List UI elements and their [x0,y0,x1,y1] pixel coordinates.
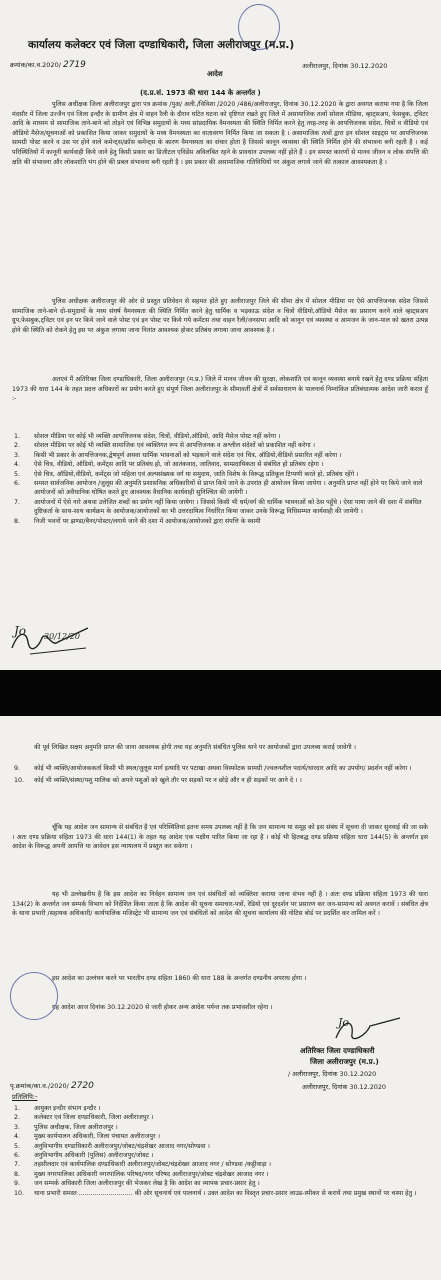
copies-list [14,1104,429,1198]
list-item: 7. तहसीलदार एवं कार्यपालिक दण्डाधिकारी अलीराजपुर/जोबट/चंद्रशेखर आजाद नगर / सोण्डवा /कट्ठीवाड़ा । [14,1161,272,1169]
signatory-title: अतिरिक्त जिला दण्डाधिकारी [300,1046,375,1055]
order-points-list-continued [14,764,429,786]
reference-number [10,60,86,70]
list-item: 9. कोई भी व्यक्ति/आयोजककर्ता किसी भी स्थल/जुलूस मार्ग इत्यादि पर पटाखा अथवा विस्फोटक सामग्री /ज्वलनशील पदार्थ/धारदार आदि का उपयोग/ प्रदर्शन नहीं करेगा । [14,765,412,772]
order-points-list [14,432,429,526]
list-item: 6. समस्त सार्वजनिक आयोजन /जुलूस की अनुमति प्रशासनिक अधिकारियों से प्राप्त किये जाने के उपरांत ही आयोजन किया जायेगा । अनुमति प्राप्त नहीं होने पर किये जाने वाले आयोजनों को अवैधानिक घोषित करते हुए आवश्यक वैधानिक कार्यवाही सुनिश्चित की जायेगी । [14,480,423,497]
list-item: 5. ऐसे चित्र, ऑडियो,वीडियो, कमेंट्स जो महिला एवं अल्पसंख्यक वर्ग या समुदाय, जाति विशेष के विरूद्ध प्रतिकूल टिप्पणी करते हो, प्रतिबंध रहेंगे । [14,470,359,478]
office-seal-stamp-2 [10,972,58,1020]
list-item: 10. थाना प्रभारी समस्त ........................... की ओर सूचनार्थ एवं पालनार्थ । उक्त आदेश का विस्तृत प्रचार-प्रसार लाउड-स्पीकर से करायें तथा प्रमुख स्थानों पर चस्पा हेतु । [14,1189,417,1197]
reference-number-text: क्रमांक/का.व.2020/ [10,61,61,69]
paragraph-d: यह आदेश आज दिनांक 30.12.2020 से जारी होकर अन्य आदेश पर्यन्त तक प्रभावशील रहेगा । [52,1004,273,1011]
paragraph-3: अतएवं मैं अतिरिक्त जिला दण्डाधिकारी, जिला अलीराजपुर (म.प्र.) जिले में मानव जीवन की सुरक्षा, लोकशांति एवं कानून व्यवस्था बनाये रखने हेतु दण्ड प्रक्रिया संहिता 1973 की धारा 144 के तहत प्रदत्त अधिकारों का प्रयोग करते हुए संपूर्ण जिला अलीराजपुर के सीमावर्ती क्षेत्रों में सर्वसाधारण के पालनार्थ निम्नांकित प्रतिबंधात्मक आदेश जारी करता हूँ :- [12,376,428,403]
endorsement-place-date: अलीराजपुर, दिनांक 30.12.2020 [302,1083,386,1091]
copy-to-label: प्रतिलिपि:- [12,1093,38,1101]
reference-number-handwritten: 2719 [62,60,86,70]
list-item: 2. कलेक्टर एवं जिला दण्डाधिकारी, जिला अलीराजपुर । [14,1114,154,1122]
list-item: 8. मुख्य नगरपालिका अधिकारी नगरपालिक परिषद/नगर परिषद अलीराजपुर/जोबट चंद्रशेखर आजाद नगर । [14,1170,269,1178]
paragraph-b: यह भी उल्लेखनीय है कि इस आदेश का निर्वहन सामान्य जन एवं संबंधितों को व्यक्तिशः कराया जाना संभव नहीं है । अतः दण्ड प्रक्रिया संहिता 1973 की धारा 134(2) के अन्तर्गत जन सम्पर्क विभाग को निर्देशित किया जाता है कि आदेश की सूचना समाचार-पत्रों, रेडियो एवं दूरदर्शन पर प्रसारण कर जन-सामान्य को अवगत करावें । संबंधित क्षेत्र के थाना प्रभारी /सहायक अधिकारी/ कार्यपालिक मजिस्ट्रेट भी सामान्य जन एवं संबंधितों को आदेश की सूचना कार्यालय की नोटिस बोर्ड पर प्रदर्शित कर तामिल करें । [12,891,428,918]
signature-handwritten [330,1012,420,1048]
list-item: 6. अनुविभागीय अधिकारी (पुलिस) अलीराजपुर/जोबट । [14,1152,154,1160]
paragraph-a: चूँकि यह आदेश जन सामान्य से संबंधित है एवं परिस्थितियां इतना समय उपलब्ध नहीं है कि जन सामान्य या समूह को इस संबंध में सूचना दी जाकर सुनवाई की जा सके । अतः दण्ड प्रक्रिया संहिता 1973 की धारा 144(1) के तहत यह आदेश एक पक्षीय पारित किया जा रहा है । कोई भी हितबद्ध दण्ड प्रक्रिया संहिता धारा 144(5) के अन्तर्गत इस आदेश के विरूद्ध अपनी आपत्ति या आवेदन इस न्यायालय में प्रस्तुत कर सकेगा । [12,824,428,851]
list-item: 2. सोशल मीडिया पर कोई भी व्यक्ति सामाजिक एवं व्यक्तिगत रूप से आपत्तिजनक व अश्लील संदेशों को प्रकाशित नहीं करेगा । [14,442,316,450]
place-date: अलीराजपुर, दिनांक 30.12.2020 [302,62,388,70]
list-item: 3. पुलिस अधीक्षक, जिला अलीराजपुर । [14,1123,118,1131]
continued-text: की पूर्व लिखित सक्षम अनुमति प्राप्त की जाना आवश्यक होगी तथा यह अनुमति संबंधित पुलिस थाने पर आयोजकों द्वारा उपलब्ध कराई जावेगी । [34,744,357,751]
endorsement-number-handwritten: 2720 [70,1081,94,1091]
list-item: 1. आयुक्त इन्दौर संभाग इन्दौर । [14,1105,101,1112]
initials-signature [8,618,98,662]
list-item: 4. ऐसे चित्र, वीडियो, ऑडियो, कमेंट्स आदि पर प्रतिबंध हो, जो आतंकवाद, जातिवाद, साम्प्रदायिकता से संबंधित हो प्रतिबंध रहेगा । [14,461,324,469]
office-title: कार्यालय कलेक्टर एवं जिला दण्डाधिकारी, जिला अलीराजपुर (म.प्र.) [28,39,295,51]
paragraph-2: पुलिस अधीक्षक अलीराजपुर की ओर से प्रस्तुत प्रतिवेदन से सहमत होते हुए अलीराजपुर जिले की सीमा क्षेत्र में सोशल मीडिया पर ऐसे आपत्तिजनक संदेश जिससे सामाजिक ताने-बाने दो-समुदायों के मध्य संघर्ष वैमनस्यता की स्थिति निर्मित करने हेतु धार्मिक व भड़काऊ संदेश व चित्रों वीडियो,ऑडियो मैसेज का प्रसारण करने वाले व्हाट्सअप ग्रुप,फेसबुक,ट्विटर एवं इन पर किये जाने वाले पोस्ट एवं इन पोस्ट पर किये गये कमेंटस तथा वाहन रैली/जनसभा आदि को कानून एवं व्यवस्था व आमजन के जान-माल को खतरा उत्पन्न होने की स्थिति को रोकने हेतु इस पर अंकुश लगाया जाना नितांत आवश्यक होकर प्रतिबंध लगाया जाना आवश्यक है । [12,298,428,334]
endorsement-number [10,1081,94,1091]
initials-text: Jo [14,624,27,638]
order-label: आदेश [207,70,223,78]
list-item: 9. जन सम्पर्क अधिकारी जिला अलीराजपुर की भेजकर लेख है कि आदेश का व्यापक प्रचार-प्रसार हेतु । [14,1180,260,1188]
list-item: 7. आयोजनों में ऐसे नारे अथवा उत्तेजित शब्दों का प्रयोग नहीं किया जायेगा । जिससे किसी भी धर्म/वर्ग की धार्मिक भावनाओं को ठेस पहुँचे । ऐसा पाया जाने की दशा में संबंधित दुष्टिकर्ता के साथ-साथ कार्यक्रम के आयोजक/आयोजकों का भी उत्तरदायित्व निर्धारित किया जाकर उनके विरूद्ध विधिसम्मत कार्यवाही की जायेगी । [14,498,422,516]
list-item: 3. किसी भी प्रकार के आपत्तिजनक,द्वेषपूर्ण अथवा धार्मिक भावनाओं को भड़काने वाले संदेश एवं चित्र, ऑडियो,वीडियो प्रसारित नहीं करेगा । [14,451,342,459]
list-item: 4. मुख्य कार्यपालन अधिकारी, जिला पंचायत अलीराजपुर । [14,1133,160,1141]
signatory-place-date: / अलीराजपुर, दिनांक 30.12.2020 [288,1070,377,1078]
paragraph-1: पुलिस अधीक्षक जिला अलीराजपुर द्वारा पत्र क्रमांक /पुअ/ अली./विविशा /2020 /486/अलीराजपुर, दिनांक 30.12.2020 के द्वारा अवगत कराया गया है कि जिला मंदसौर में जिला उज्जैन एवं जिला इन्दौर के ग्रामीण क्षेत्र में वाहन रैली के दौरान घटित घटना को दृष्टिगत रखते हुए जिले में असामाजिक तत्वों सोशल मीडिया, व्हाट्सअप, फेसबुक, ट्विटर आदि के माध्यम से सामाजिक ताने-बाने को तोड़ने एवं विभिन्न समुदायों के मध्य सांप्रदायिक वैमनस्यता की स्थिति निर्मित करने हेतु तरह-तरह के आपत्तिजनक संदेश, चित्रों व वीडियो एवं ऑडियो मैसेज/सूचनाओं को प्रकाशित किया जाकर समुदायों के मध्य वैमनस्यता का वातावरण निर्मित किया जा सकता है । असामाजिक तत्वों द्वारा इन सोशल साइट्स पर आपत्तिजनक सामग्री पोस्ट करने व उस पर होने वाले कमेन्ट्स/क्रॉस कमेन्ट्स के कारण वैमनस्यता का संचार होता है जिससे कानून व्यवस्था की स्थिति निर्मित होने की संभावना बनी रहती है । कई परिस्थितियों में कानूनी कार्यवाही किये जाने हेतु किसी प्रकार का डिजीटल एविडेंस अविलंबित रहने के प्रावधान उपलब्ध नहीं होते हैं । इन समस्त कारणों से मानव जीवन व लोक संपत्ति की क्षति की संभावना और लोकशांति भंग होने की प्रबल संभावना बनी रहती है । इस प्रकार की असामाजिक गतिविधियों पर अंकुश लगाये जाने की तत्काल आवश्यकता है । [12,101,428,166]
signature-text: Jo [338,1016,350,1029]
list-item: 10. कोई भी व्यक्ति/संस्था/पशु मालिक को अपने पशुओं को खुले तौर पर सड़कों पर न छोड़े और न ही सड़कों पर आने दे । । [14,777,302,785]
page-separator [0,670,441,716]
signatory-district: जिला अलीराजपुर (म.प्र.) [310,1057,379,1066]
list-item: 5. अनुविभागीय दण्डाधिकारी अलीराजपुर/जोबट/चंद्रशेखर आजाद नगर/सोण्डवा । [14,1142,210,1150]
document-page-2 [0,716,441,1280]
list-item: 8. निजी भवनों पर झण्डा/बैनर/पोस्टर/लगाये जाने की दशा में आयोजक/आयोजकों द्वारा संपत्ति के स्वामी [14,517,261,525]
initials-date: 30/12/20 [44,632,80,641]
endorsement-number-text: पृ.क्रमांक/का.व./2020/ [10,1082,69,1090]
paragraph-c: इस आदेश का उल्लंघन करने पर भारतीय दण्ड संहिता 1860 की धारा 188 के अन्तर्गत दण्डनीय अपराध होगा । [52,975,307,982]
section-heading: (द.प्र.सं. 1973 की धारा 144 के अन्तर्गत ) [140,89,261,97]
list-item: 1. सोशल मीडिया पर कोई भी व्यक्ति आपत्तिजनक संदेश, चित्रों, वीडियो,ऑडियो, आदि मैसेज पोस्ट नहीं करेगा । [14,433,281,440]
